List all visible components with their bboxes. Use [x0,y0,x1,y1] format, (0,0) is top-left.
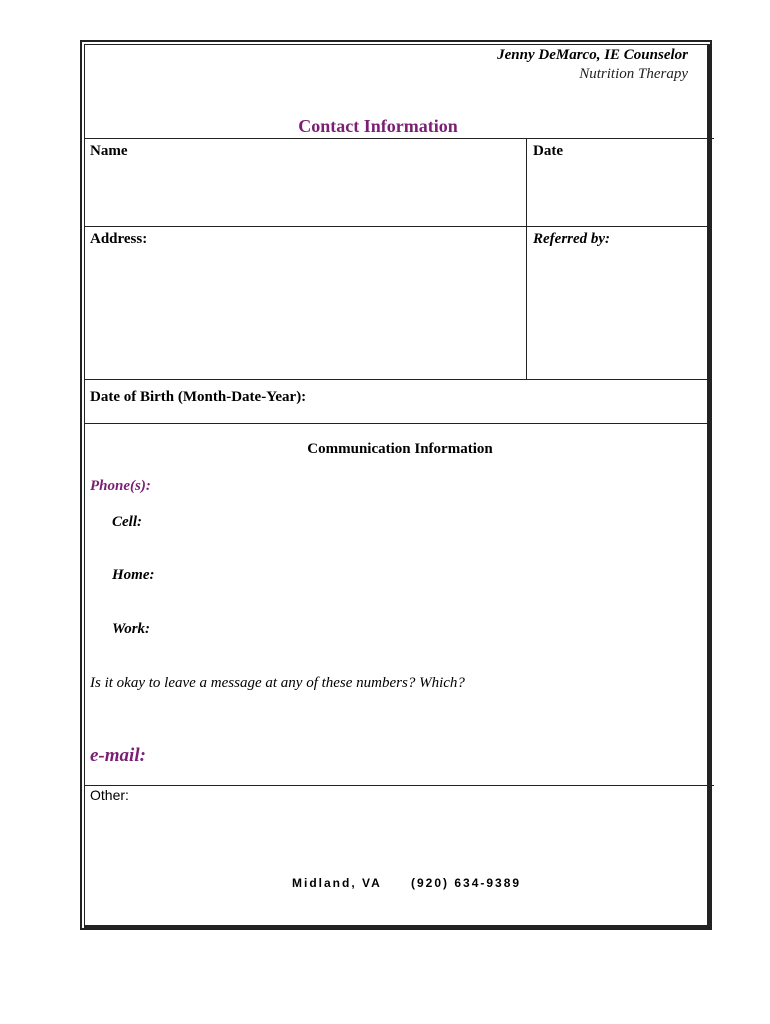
divider-below-title [84,138,714,139]
work-phone-label: Work: [112,621,151,637]
divider-below-name [84,226,710,227]
form-inner-border [84,44,710,928]
communication-title: Communication Information [307,441,493,457]
column-divider [526,138,527,379]
footer-location: Midland, VA [292,876,382,890]
name-field-label: Name [90,143,128,159]
counselor-block [497,46,688,84]
email-label: e-mail: [90,745,146,766]
other-label: Other: [90,787,129,803]
footer-phone: (920) 634-9389 [411,876,522,890]
page-title [0,116,770,137]
divider-below-dob [84,423,710,424]
page-title-text: Contact Information [298,116,458,136]
dob-field-label: Date of Birth (Month-Date-Year): [90,389,307,405]
address-field-label: Address: [90,231,148,247]
home-phone-label: Home: [112,567,155,583]
counselor-name: Jenny DeMarco, IE Counselor [497,47,688,63]
cell-phone-label: Cell: [112,514,142,530]
divider-above-other [84,785,714,786]
counselor-specialty: Nutrition Therapy [579,66,688,82]
phones-label: Phone(s): [90,478,151,494]
date-field-label: Date [533,143,563,159]
divider-below-address [84,379,710,380]
message-question: Is it okay to leave a message at any of these numbers? Which? [90,675,465,691]
referred-by-label: Referred by: [533,231,611,247]
